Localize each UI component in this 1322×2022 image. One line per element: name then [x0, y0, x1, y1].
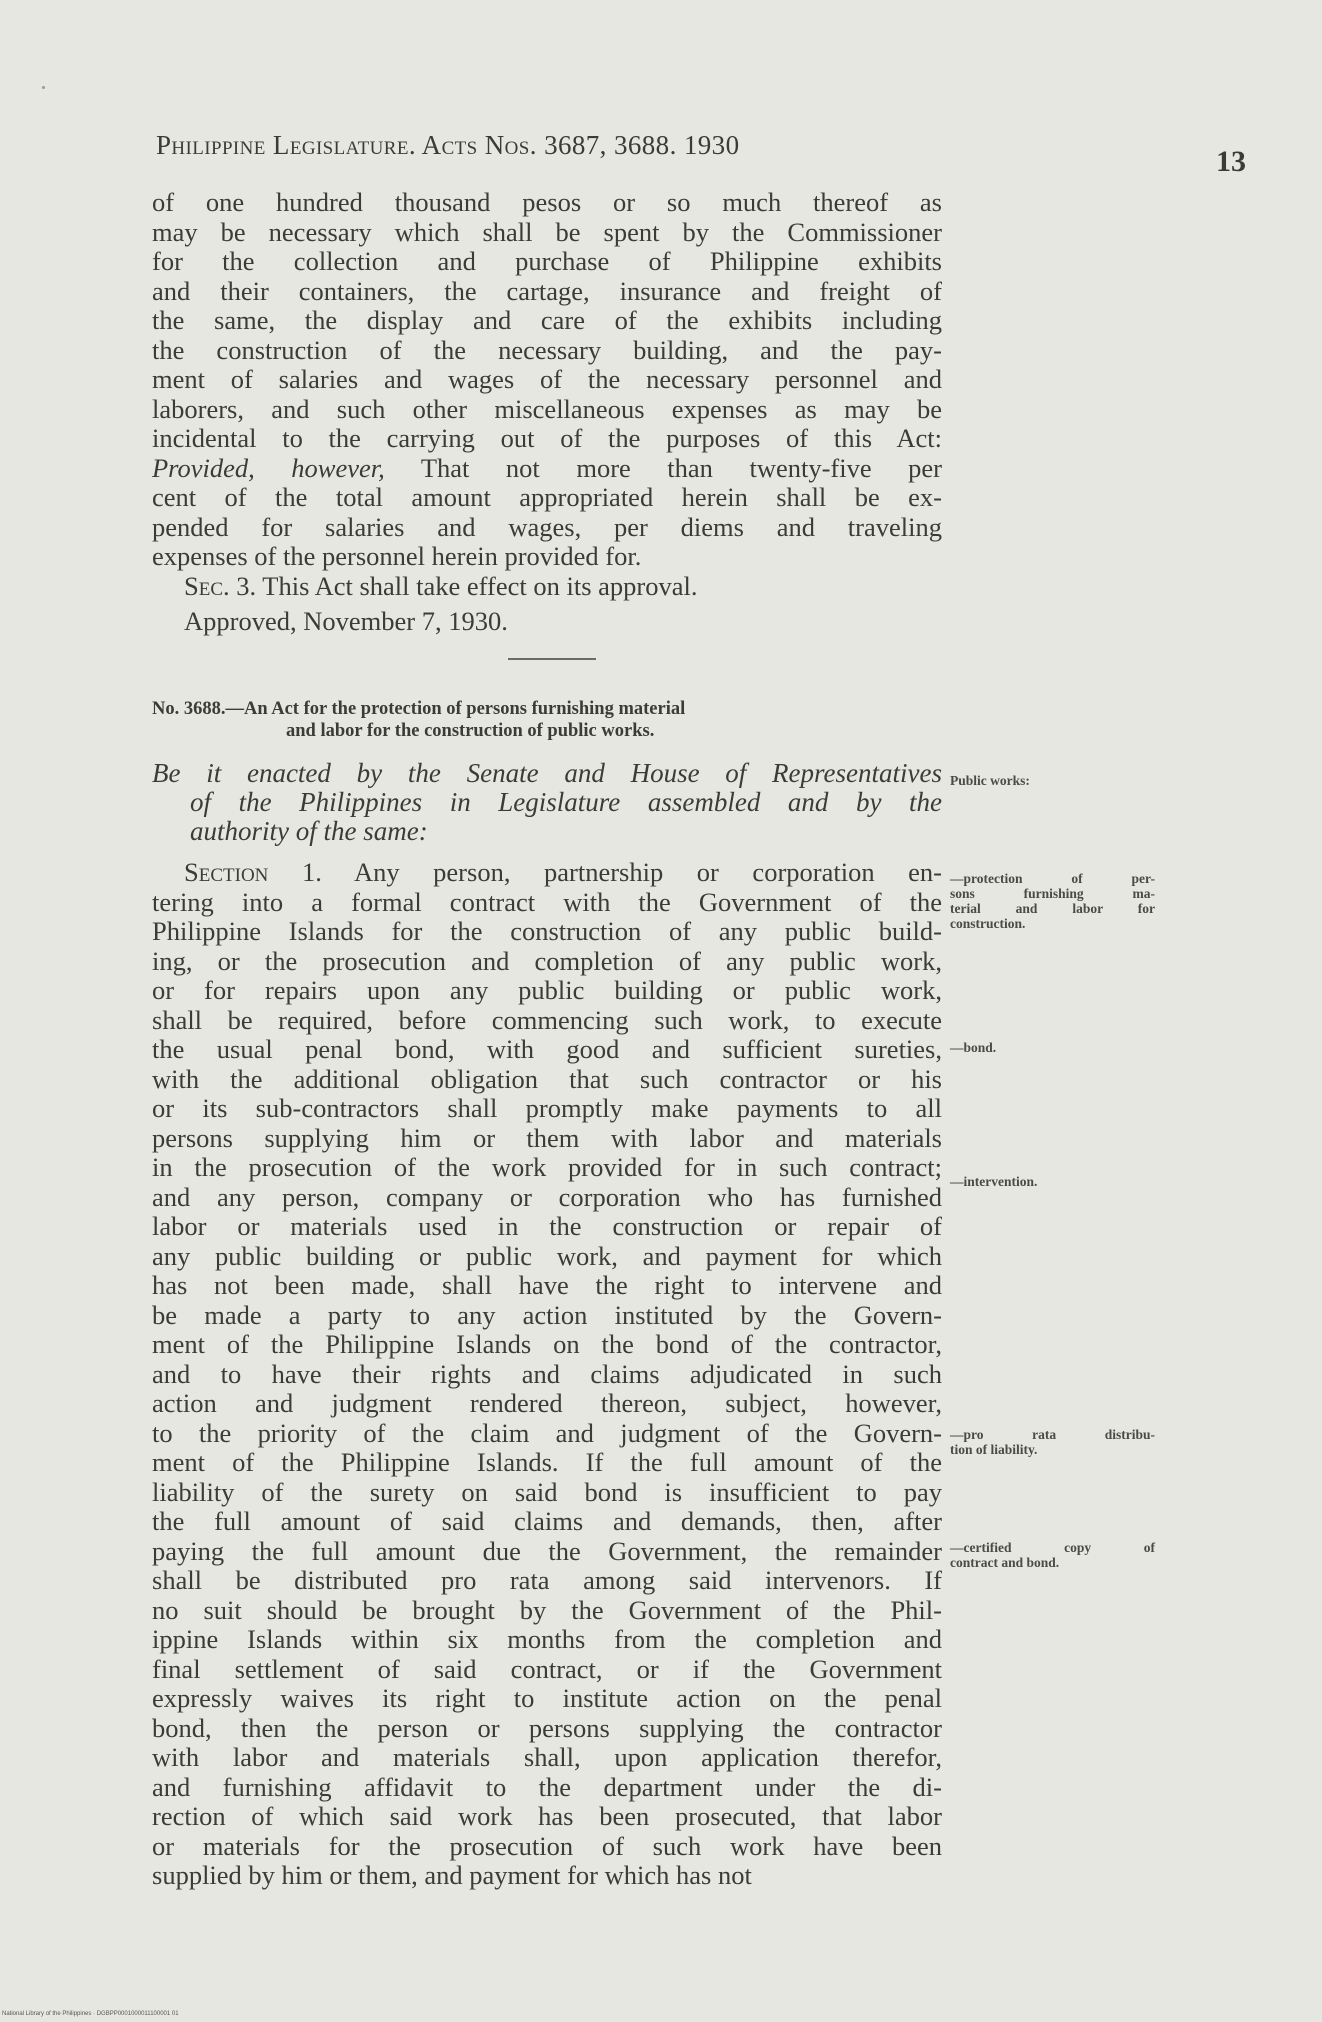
text-line: of one hundred thousand pesos or so much thereof as: [152, 187, 942, 217]
text-line: labor or materials used in the construction or repair of: [152, 1211, 942, 1241]
text-line: liability of the surety on said bond is insufficient to pay: [152, 1476, 942, 1507]
text-line: or its sub-contractors shall promptly make payments to all: [152, 1093, 942, 1123]
approval-date: Approved, November 7, 1930.: [184, 606, 508, 636]
text-line: final settlement of said contract, or if the Government: [152, 1653, 942, 1684]
text-line: the full amount of said claims and demands, then, after: [152, 1506, 942, 1536]
margin-note-line: construction.: [950, 916, 1026, 931]
text-line: and their containers, the cartage, insurance and freight of: [152, 275, 942, 306]
text-line: with the additional obligation that such contractor or his: [152, 1063, 942, 1094]
text-line: in the prosecution of the work provided for in such contract;: [152, 1152, 942, 1182]
preceding-act-text: [152, 188, 942, 637]
margin-note: [950, 773, 1155, 788]
enacting-clause: [152, 759, 942, 846]
margin-note: [950, 1040, 1155, 1055]
text-line: ment of the Philippine Islands on the bond of the contractor,: [152, 1329, 942, 1359]
margin-note: [950, 871, 1155, 931]
text-line: incidental to the carrying out of the purposes of this Act:: [152, 423, 942, 453]
margin-note-line: —protection of per-: [950, 871, 1155, 886]
text-line: and furnishing affidavit to the department under the di-: [152, 1771, 942, 1802]
section-1-text: [152, 858, 942, 1891]
margin-note-line: tion of liability.: [950, 1442, 1038, 1457]
text-line: the same, the display and care of the exhibits including: [152, 305, 942, 335]
page-number: 13: [1216, 145, 1246, 178]
margin-note: [950, 1427, 1155, 1457]
running-head: Philippine Legislature. Acts Nos. 3687, 3688. 1930: [156, 130, 740, 160]
margin-note-line: —certified copy of: [950, 1540, 1155, 1555]
text-line: supplied by him or them, and payment for which has not: [152, 1860, 752, 1890]
act-heading-line: and labor for the construction of public works.: [286, 721, 655, 741]
section-1-heading-line: Section 1. Any person, partnership or corporation en-: [184, 857, 942, 887]
text-line: paying the full amount due the Government, the remainder: [152, 1535, 942, 1566]
text-line: expenses of the personnel herein provided for.: [152, 541, 642, 571]
act-heading-line: No. 3688.—An Act for the protection of persons furnishing material: [152, 699, 686, 719]
text-line: or materials for the prosecution of such work have been: [152, 1830, 942, 1861]
text-line: with labor and materials shall, upon application therefor,: [152, 1742, 942, 1772]
text-line: expressly waives its right to institute action on the penal: [152, 1683, 942, 1713]
margin-note-line: contract and bond.: [950, 1555, 1060, 1570]
enacting-line: of the Philippines in Legislature assembled and by the: [190, 787, 942, 817]
margin-note-line: sons furnishing ma-: [950, 886, 1155, 901]
text-line: has not been made, shall have the right to intervene and: [152, 1270, 942, 1300]
text-line: bond, then the person or persons supplying the contractor: [152, 1712, 942, 1743]
margin-note: [950, 1174, 1155, 1189]
text-line: to the priority of the claim and judgment of the Govern-: [152, 1417, 942, 1448]
text-line: may be necessary which shall be spent by the Commissioner: [152, 216, 942, 247]
text-line: and to have their rights and claims adjudicated in such: [152, 1358, 942, 1389]
text-line: ment of salaries and wages of the necessary personnel and: [152, 364, 942, 394]
enacting-line: authority of the same:: [190, 816, 428, 846]
margin-note-line: —pro rata distribu-: [950, 1427, 1155, 1442]
margin-note-line: —bond.: [950, 1040, 997, 1055]
scan-speck: [42, 86, 45, 89]
scan-footer: National Library of the Philippines · DGBPP0001000011100001 01: [2, 2011, 179, 2017]
text-line: shall be distributed pro rata among said intervenors. If: [152, 1565, 942, 1595]
text-line: tering into a formal contract with the Government of the: [152, 886, 942, 917]
text-line: be made a party to any action instituted by the Govern-: [152, 1299, 942, 1330]
text-line: for the collection and purchase of Philippine exhibits: [152, 246, 942, 276]
text-line: cent of the total amount appropriated herein shall be ex-: [152, 482, 942, 512]
text-line: and any person, company or corporation who has furnished: [152, 1181, 942, 1212]
proviso-italic: Provided, however,: [152, 452, 385, 483]
section-3: Sec. 3. This Act shall take effect on its approval.: [184, 570, 698, 601]
text-line: ment of the Philippine Islands. If the full amount of the: [152, 1447, 942, 1477]
text-line: shall be required, before commencing such work, to execute: [152, 1004, 942, 1035]
text-line: any public building or public work, and payment for which: [152, 1240, 942, 1271]
margin-note-line: Public works:: [950, 773, 1030, 788]
section-label: Section: [184, 857, 269, 887]
text-line: persons supplying him or them with labor and materials: [152, 1122, 942, 1153]
text-line: action and judgment rendered thereon, subject, however,: [152, 1388, 942, 1418]
text-line: or for repairs upon any public building or public work,: [152, 975, 942, 1005]
margin-note-line: —intervention.: [950, 1174, 1038, 1189]
text-line: pended for salaries and wages, per diems and traveling: [152, 511, 942, 542]
text-line: Philippine Islands for the construction of any public build-: [152, 916, 942, 946]
margin-note-line: terial and labor for: [950, 901, 1155, 916]
section-divider: [508, 658, 596, 660]
text-line: rection of which said work has been prosecuted, that labor: [152, 1801, 942, 1831]
margin-note: [950, 1540, 1155, 1570]
text-line: ippine Islands within six months from the completion and: [152, 1624, 942, 1654]
text-line: the construction of the necessary building, and the pay-: [152, 334, 942, 365]
enacting-line: Be it enacted by the Senate and House of Representatives: [152, 758, 942, 788]
act-heading: [152, 698, 942, 742]
text-line: ing, or the prosecution and completion of any public work,: [152, 945, 942, 976]
text-line: no suit should be brought by the Government of the Phil-: [152, 1594, 942, 1625]
text-line: laborers, and such other miscellaneous expenses as may be: [152, 393, 942, 424]
section-label: Sec.: [184, 570, 230, 601]
proviso-line: Provided, however, That not more than twenty-five per: [152, 452, 942, 483]
text-line: the usual penal bond, with good and sufficient sureties,: [152, 1034, 942, 1064]
